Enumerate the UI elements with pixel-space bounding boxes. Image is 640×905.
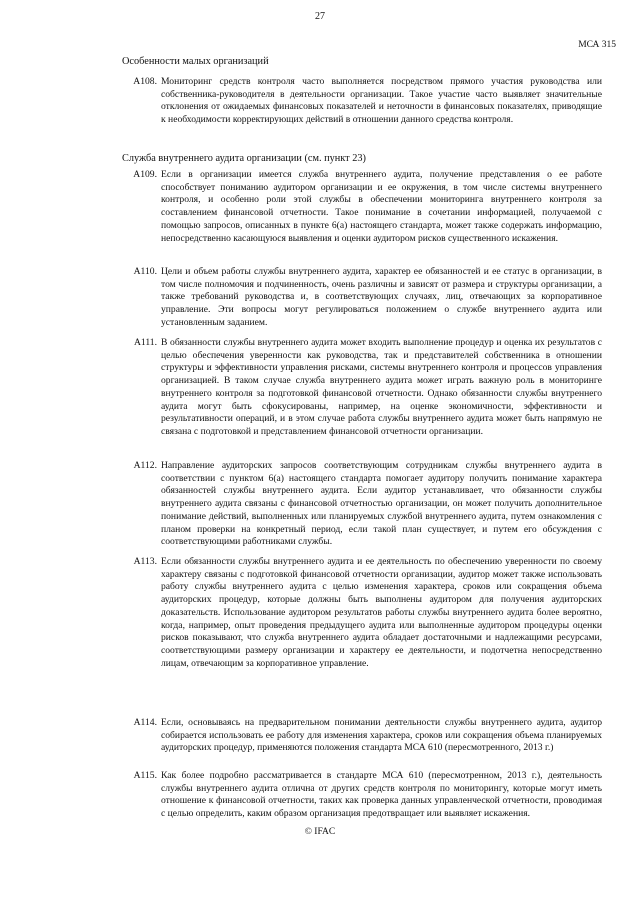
paragraph-number: A113. xyxy=(133,556,157,567)
paragraph-number: A108. xyxy=(133,76,157,87)
paragraph-a113 xyxy=(119,556,602,670)
paragraph-text: Если в организации имеется служба внутреннего аудита, получение представления о ее работе способствует пониманию аудитором организации и ее окружения, в том числе системы внутреннего контроля, и особенно роли этой службы в обеспечении мониторинга внутреннего контроля за составлением финансовой отчетности. Такое понимание в сочетании информацией, получаемой с помощью запросов, описанных в пункте 6(а) настоящего стандарта, может также содержать информацию, непосредственно касающуюся выявления и оценки аудитором рисков существенного искажения. xyxy=(161,169,602,244)
paragraph-text: Направление аудиторских запросов соответствующим сотрудникам службы внутреннего аудита в соответствии с пунктом 6(а) настоящего стандарта помогает аудитору получить понимание характера обязанностей службы внутреннего аудита. Если аудитор устанавливает, что обязанности службы внутреннего аудита связаны с финансовой отчетностью организации, он может получить дополнительное понимание действий, выполненных или планируемых службой внутреннего аудита, путем ознакомления с планом проверки на конкретный период, если такой план существует, и путем его обсуждения с соответствующими работниками службы. xyxy=(161,460,602,548)
paragraph-text: Цели и объем работы службы внутреннего аудита, характер ее обязанностей и ее статус в организации, в том числе полномочия и подчиненность, очень различны и зависят от размера и структуры организации, а также требований руководства и, в соответствующих случаях, лиц, отвечающих за корпоративное управление. Эти вопросы могут регулироваться положением о службе внутреннего аудита или установленным заданием. xyxy=(161,266,602,328)
paragraph-number: A112. xyxy=(133,460,157,471)
paragraph-a108 xyxy=(119,76,602,127)
section-heading-internal-audit: Служба внутреннего аудита организации (см. пункт 23) xyxy=(122,153,366,164)
paragraph-a109 xyxy=(119,169,602,245)
standard-code: МСА 315 xyxy=(578,40,616,50)
paragraph-number: A111. xyxy=(133,337,157,348)
paragraph-number: A114. xyxy=(133,717,157,728)
paragraph-text: Если обязанности службы внутреннего аудита и ее деятельность по обеспечению уверенности по своему характеру связаны с подготовкой финансовой отчетности организации, аудитор может также использовать работу службы внутреннего аудита с целью изменения характера, сроков или сокращения объема аудиторских процедур, которые должны быть выполнены аудитором для получения аудиторских доказательств. Использование аудитором результатов работы службы внутреннего аудита более вероятно, когда, например, опыт проведения предыдущего аудита или выполненные аудитором процедуры оценки рисков показывают, что служба внутреннего аудита обладает достаточными и надлежащими ресурсами, соответствующими размеру организации и характеру ее деятельности, и подотчетна непосредственно лицам, отвечающим за корпоративное управление. xyxy=(161,556,602,669)
paragraph-number: A110. xyxy=(133,266,157,277)
paragraph-a111 xyxy=(119,337,602,439)
paragraph-text: В обязанности службы внутреннего аудита может входить выполнение процедур и оценка их результатов с целью обеспечения уверенности как руководства, так и представителей собственника в отношении структуры и эффективности управления рисками, системы внутреннего контроля и процессов управления организацией. В таком случае служба внутреннего аудита может играть важную роль в мониторинге внутреннего контроля за подготовкой финансовой отчетности. Однако обязанности службы внутреннего аудита могут быть сфокусированы, например, на оценке экономичности, эффективности и результативности операций, и в этом случае работа службы внутреннего аудита может быть напрямую не связана с подготовкой и представлением финансовой отчетности организации. xyxy=(161,337,602,437)
paragraph-a115 xyxy=(119,770,602,821)
page-number: 27 xyxy=(315,11,325,22)
paragraph-a112 xyxy=(119,460,602,549)
section-heading-small-organizations: Особенности малых организаций xyxy=(122,56,269,67)
copyright-footer: © IFAC xyxy=(304,827,336,837)
paragraph-text: Как более подробно рассматривается в стандарте МСА 610 (пересмотренном, 2013 г.), деятельность службы внутреннего аудита отлична от других средств контроля по мониторингу, которые могут иметь отношение к финансовой отчетности, таких как проверка данных управленческой отчетности, проводимая с целью определить, каким образом организация предотвращает или выявляет искажения. xyxy=(161,770,602,820)
paragraph-a114 xyxy=(119,717,602,755)
paragraph-text: Мониторинг средств контроля часто выполняется посредством прямого участия руководства или собственника-руководителя в деятельности организации. Такое участие часто выявляет значительные отклонения от ожидаемых финансовых показателей и неточности в финансовых показателях, приводящие к необходимости корректирующих действий в отношении данного средства контроля. xyxy=(161,76,602,126)
paragraph-text: Если, основываясь на предварительном понимании деятельности службы внутреннего аудита, аудитор собирается использовать ее работу для изменения характера, сроков или сокращения объема планируемых аудиторских процедур, применяются положения стандарта МСА 610 (пересмотренного, 2013 г.) xyxy=(161,717,602,754)
paragraph-number: A109. xyxy=(133,169,157,180)
paragraph-a110 xyxy=(119,266,602,330)
paragraph-number: A115. xyxy=(133,770,157,781)
